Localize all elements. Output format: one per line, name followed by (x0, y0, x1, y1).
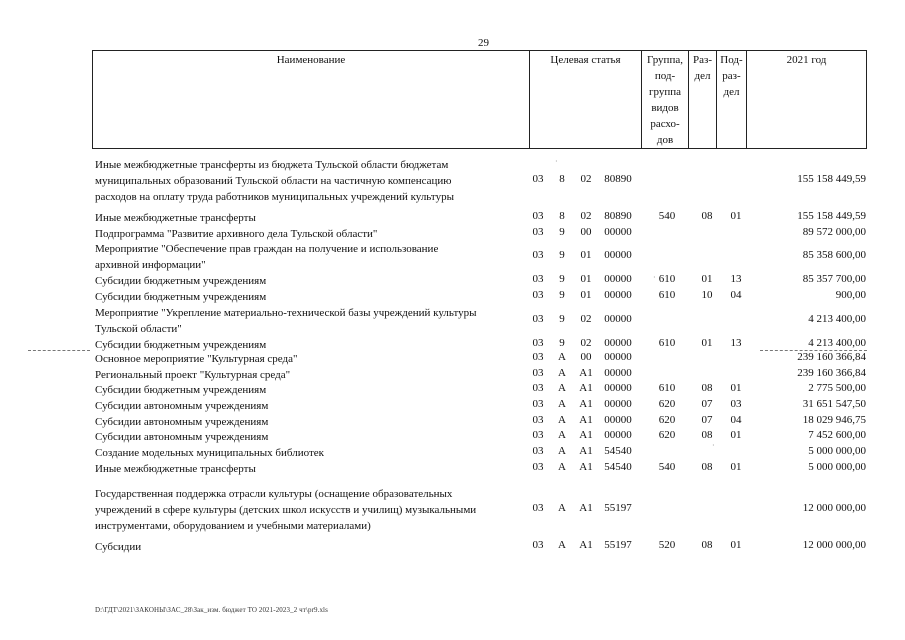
row-t3: А1 (579, 445, 593, 457)
row-subsection: 01 (730, 539, 742, 551)
header-subsection-line: раз- (722, 70, 741, 82)
row-t1: 03 (532, 382, 544, 394)
header-target: Целевая статья (550, 54, 621, 66)
row-amount: 5 000 000,00 (808, 461, 866, 473)
row-name (95, 157, 525, 205)
header-name: Наименование (276, 54, 346, 66)
row-t1: 03 (532, 429, 544, 441)
row-name-line: Субсидии бюджетным учреждениям (95, 339, 267, 351)
row-t2: 8 (559, 210, 565, 222)
row-t4: 80890 (604, 173, 632, 185)
dashed-line-right (760, 350, 867, 351)
row-name-line: Основное мероприятие "Культурная среда" (95, 353, 298, 365)
row-name (95, 445, 525, 461)
row-t2: А (558, 539, 566, 551)
row-t3: 01 (580, 249, 592, 261)
row-name (95, 382, 525, 398)
row-t4: 00000 (604, 226, 632, 238)
row-t2: А (558, 382, 566, 394)
row-name (95, 273, 525, 289)
row-subsection: 01 (730, 210, 742, 222)
row-t2: А (558, 398, 566, 410)
row-name (95, 398, 525, 414)
row-t2: 9 (559, 226, 565, 238)
row-name-line: Субсидии бюджетным учреждениям (95, 291, 267, 303)
scan-mark: · (653, 273, 656, 282)
row-t1: 03 (532, 414, 544, 426)
row-subsection: 04 (730, 414, 742, 426)
row-t4: 00000 (604, 414, 632, 426)
row-t1: 03 (532, 226, 544, 238)
row-amount: 12 000 000,00 (802, 502, 866, 514)
row-group: 620 (658, 398, 676, 410)
row-t4: 00000 (604, 367, 632, 379)
row-name (95, 367, 525, 383)
row-t1: 03 (532, 367, 544, 379)
row-t2: А (558, 414, 566, 426)
row-name (95, 210, 525, 226)
row-t3: 02 (580, 210, 592, 222)
row-section: 10 (701, 289, 713, 301)
row-amount: 7 452 600,00 (808, 429, 866, 441)
row-t3: 01 (580, 289, 592, 301)
row-t3: 02 (580, 313, 592, 325)
row-name-line: Субсидии автономным учреждениям (95, 400, 269, 412)
header-subsection-line: Под- (720, 54, 743, 66)
row-name-line: учреждений в сфере культуры (детских школ искусств и училищ) музыкальными (95, 504, 477, 516)
page-number: 29 (478, 37, 489, 49)
row-amount: 5 000 000,00 (808, 445, 866, 457)
row-t1: 03 (532, 313, 544, 325)
row-amount: 85 358 600,00 (802, 249, 866, 261)
row-amount: 2 775 500,00 (808, 382, 866, 394)
row-t3: 01 (580, 273, 592, 285)
row-name (95, 414, 525, 430)
header-year: 2021 год (786, 54, 827, 66)
row-amount: 239 160 366,84 (797, 351, 866, 363)
row-t3: А1 (579, 414, 593, 426)
row-group: 610 (658, 382, 676, 394)
row-t2: 9 (559, 273, 565, 285)
row-t4: 00000 (604, 429, 632, 441)
row-t3: 02 (580, 173, 592, 185)
row-t3: А1 (579, 461, 593, 473)
row-section: 01 (701, 337, 713, 349)
header-group-cell (642, 51, 689, 148)
scan-mark: · (712, 441, 715, 450)
header-subsection-cell (717, 51, 747, 148)
row-t3: 00 (580, 351, 592, 363)
row-name-line: расходов на оплату труда работников муниципальных учреждений культуры (95, 191, 454, 203)
row-amount: 900,00 (835, 289, 866, 301)
row-t2: 9 (559, 289, 565, 301)
row-t2: 8 (559, 173, 565, 185)
row-group: 620 (658, 429, 676, 441)
row-name-line: архивной информации" (95, 259, 206, 271)
header-group-line: Группа, (647, 54, 683, 66)
row-t3: А1 (579, 382, 593, 394)
row-amount: 18 029 946,75 (802, 414, 866, 426)
row-t1: 03 (532, 273, 544, 285)
row-group: 520 (658, 539, 676, 551)
row-group: 610 (658, 337, 676, 349)
header-year-cell (747, 51, 866, 148)
row-group: 610 (658, 289, 676, 301)
row-t4: 00000 (604, 382, 632, 394)
row-name-line: Субсидии автономным учреждениям (95, 431, 269, 443)
row-t2: А (558, 429, 566, 441)
row-t4: 00000 (604, 313, 632, 325)
row-amount: 12 000 000,00 (802, 539, 866, 551)
row-group: 610 (658, 273, 676, 285)
row-section: 08 (701, 539, 713, 551)
row-t4: 54540 (604, 461, 632, 473)
row-name-line: Мероприятие "Обеспечение прав граждан на получение и использование (95, 243, 439, 255)
row-amount: 4 213 400,00 (808, 337, 866, 349)
row-name-line: Государственная поддержка отрасли культуры (оснащение образовательных (95, 488, 453, 500)
row-subsection: 04 (730, 289, 742, 301)
row-section: 08 (701, 210, 713, 222)
row-name-line: Иные межбюджетные трансферты из бюджета Тульской области бюджетам (95, 159, 449, 171)
header-name-cell (93, 51, 530, 148)
row-group: 540 (658, 210, 676, 222)
row-section: 08 (701, 429, 713, 441)
row-section: 08 (701, 382, 713, 394)
row-name (95, 539, 525, 555)
row-name-line: муниципальных образований Тульской области на частичную компенсацию (95, 175, 452, 187)
header-group-line: расхо- (650, 118, 680, 130)
row-section: 07 (701, 398, 713, 410)
row-group: 620 (658, 414, 676, 426)
row-t4: 00000 (604, 398, 632, 410)
row-name-line: Субсидии автономным учреждениям (95, 416, 269, 428)
file-path-footer: D:\ГДТ\2021\ЗАКОНЫ\ЗАС_28\Зак_изм. бюджет ТО 2021-2023_2 чт\pr9.xls (95, 606, 328, 614)
row-t3: А1 (579, 539, 593, 551)
row-t1: 03 (532, 539, 544, 551)
row-t3: А1 (579, 367, 593, 379)
row-name (95, 486, 525, 534)
row-t2: 9 (559, 313, 565, 325)
row-name-line: Субсидии бюджетным учреждениям (95, 384, 267, 396)
row-t4: 00000 (604, 249, 632, 261)
row-t4: 00000 (604, 289, 632, 301)
row-t4: 55197 (604, 502, 632, 514)
row-name (95, 226, 525, 242)
row-t4: 00000 (604, 351, 632, 363)
row-t2: А (558, 502, 566, 514)
header-group-line: дов (656, 134, 674, 146)
row-group: 540 (658, 461, 676, 473)
row-t4: 00000 (604, 273, 632, 285)
row-name-line: инструментами, оборудованием и учебными материалами) (95, 520, 371, 532)
row-t1: 03 (532, 173, 544, 185)
header-section-line: Раз- (692, 54, 712, 66)
row-subsection: 01 (730, 382, 742, 394)
row-t3: А1 (579, 429, 593, 441)
dashed-line-left (28, 350, 90, 351)
row-name (95, 305, 525, 337)
row-t1: 03 (532, 337, 544, 349)
header-section-cell (689, 51, 717, 148)
row-name-line: Тульской области" (95, 323, 182, 335)
row-t2: 9 (559, 249, 565, 261)
row-subsection: 03 (730, 398, 742, 410)
row-t1: 03 (532, 210, 544, 222)
row-t2: А (558, 351, 566, 363)
row-name-line: Мероприятие "Укрепление материально-технической базы учреждений культуры (95, 307, 477, 319)
row-t1: 03 (532, 249, 544, 261)
row-t3: 02 (580, 337, 592, 349)
header-section-line: дел (694, 70, 711, 82)
row-t4: 55197 (604, 539, 632, 551)
header-group-line: видов (651, 102, 679, 114)
row-name-line: Создание модельных муниципальных библиотек (95, 447, 325, 459)
row-name-line: Региональный проект "Культурная среда" (95, 369, 291, 381)
row-subsection: 13 (730, 337, 742, 349)
row-name (95, 351, 525, 367)
table-header (92, 50, 867, 149)
row-amount: 239 160 366,84 (797, 367, 866, 379)
row-t2: А (558, 461, 566, 473)
scan-mark: · (555, 157, 558, 166)
row-name-line: Субсидии (95, 541, 142, 553)
row-t1: 03 (532, 398, 544, 410)
header-target-cell (530, 51, 642, 148)
row-name-line: Подпрограмма "Развитие архивного дела Тульской области" (95, 228, 378, 240)
header-subsection-line: дел (723, 86, 740, 98)
row-t4: 00000 (604, 337, 632, 349)
row-t1: 03 (532, 502, 544, 514)
row-t1: 03 (532, 351, 544, 363)
row-name (95, 429, 525, 445)
row-name (95, 241, 525, 273)
row-t2: 9 (559, 337, 565, 349)
row-t4: 80890 (604, 210, 632, 222)
row-subsection: 13 (730, 273, 742, 285)
row-amount: 89 572 000,00 (802, 226, 866, 238)
row-name (95, 289, 525, 305)
row-amount: 31 651 547,50 (802, 398, 866, 410)
row-name (95, 461, 525, 477)
row-amount: 155 158 449,59 (797, 173, 866, 185)
row-name-line: Субсидии бюджетным учреждениям (95, 275, 267, 287)
row-t3: А1 (579, 398, 593, 410)
row-t1: 03 (532, 289, 544, 301)
row-t1: 03 (532, 461, 544, 473)
row-subsection: 01 (730, 429, 742, 441)
row-t2: А (558, 445, 566, 457)
header-group-line: под- (654, 70, 676, 82)
row-amount: 85 357 700,00 (802, 273, 866, 285)
row-t3: 00 (580, 226, 592, 238)
row-t3: А1 (579, 502, 593, 514)
row-section: 08 (701, 461, 713, 473)
row-amount: 155 158 449,59 (797, 210, 866, 222)
header-group-line: группа (648, 86, 682, 98)
row-subsection: 01 (730, 461, 742, 473)
row-t4: 54540 (604, 445, 632, 457)
row-name-line: Иные межбюджетные трансферты (95, 212, 256, 224)
row-t1: 03 (532, 445, 544, 457)
row-section: 07 (701, 414, 713, 426)
row-amount: 4 213 400,00 (808, 313, 866, 325)
row-section: 01 (701, 273, 713, 285)
row-name-line: Иные межбюджетные трансферты (95, 463, 256, 475)
row-t2: А (558, 367, 566, 379)
